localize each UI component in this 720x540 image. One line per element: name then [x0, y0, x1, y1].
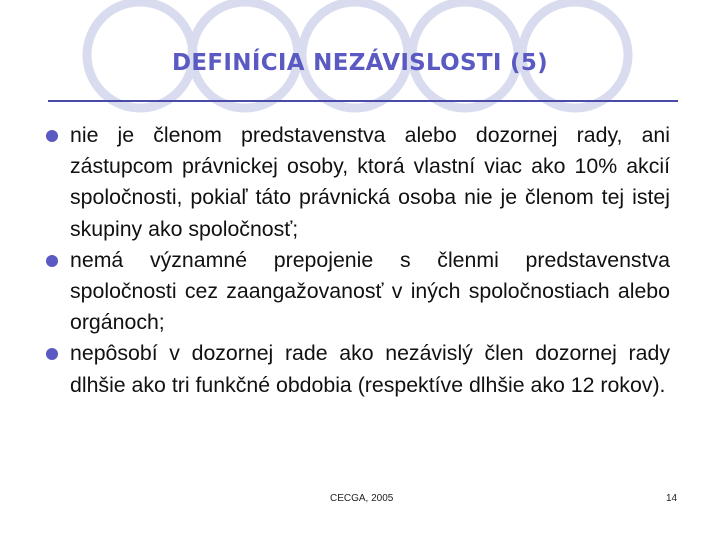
list-item-text: nie je členom predstavenstva alebo dozornej rady, ani zástupcom právnickej osoby, ktorá vlastní viac ako 10% akcií spoločnosti, pokiaľ táto právnická osoba nie je členom tej istej skupiny ako spoločnosť; — [70, 123, 670, 241]
list-item — [44, 120, 670, 245]
bullet-list — [44, 120, 670, 401]
bullet-icon — [46, 255, 58, 267]
bullet-icon — [46, 348, 58, 360]
page-number: 14 — [666, 493, 678, 504]
list-item — [44, 338, 670, 400]
bullet-icon — [46, 130, 58, 142]
slide-title: DEFINÍCIA NEZÁVISLOSTI (5) — [172, 50, 548, 76]
list-item-text: nemá významné prepojenie s členmi predstavenstva spoločnosti cez zaangažovanosť v iných spoločnostiach alebo orgánoch; — [70, 247, 670, 335]
list-item — [44, 245, 670, 339]
footer-source: CECGA, 2005 — [330, 493, 394, 504]
title-divider — [48, 100, 678, 102]
list-item-text: nepôsobí v dozornej rade ako nezávislý člen dozornej rady dlhšie ako tri funkčné obdobia (respektíve dlhšie ako 12 rokov). — [70, 341, 670, 397]
